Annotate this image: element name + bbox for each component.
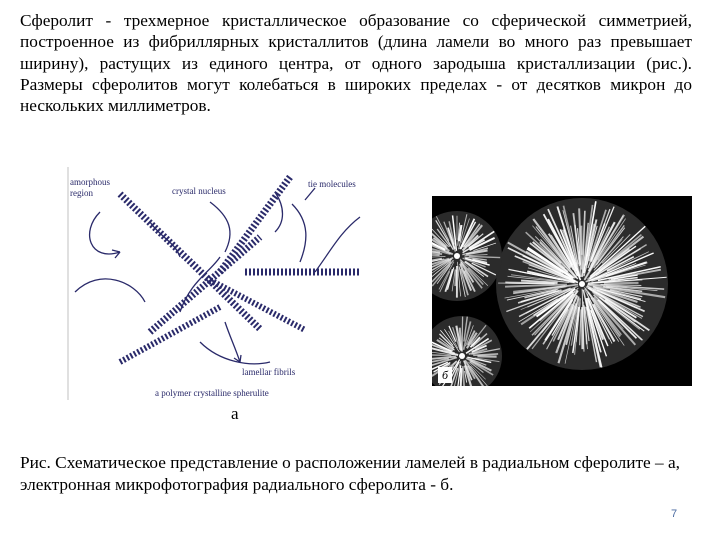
spherulite-rays [432, 211, 502, 301]
amorphous-label: amorphous [70, 177, 110, 187]
figure-a-letter: а [231, 404, 239, 423]
micrograph-image [432, 196, 692, 386]
schematic-title-label: a polymer crystalline spherulite [155, 388, 269, 398]
tie-molecules-label: tie molecules [308, 179, 356, 189]
spherulite-schematic [60, 162, 390, 402]
lamellar-fibrils-label: lamellar fibrils [242, 367, 296, 377]
spherulite-rays [496, 198, 668, 370]
page-number: 7 [671, 508, 678, 520]
spherulite-schematic-drawing [60, 162, 390, 402]
spherulite-micrograph [432, 196, 692, 386]
crystal-nucleus-label: crystal nucleus [172, 186, 226, 196]
body-paragraph: Сферолит - трехмерное кристаллическое образование со сферической симметрией, построенное из фибриллярных кристаллитов (длина ламели во много раз превышает ширину), растущих из единого центра, от одного зародыша кристаллизации (рис.). Размеры сферолитов могут колебаться в широких пределах - от десятков микрон до нескольких миллиметров. [20, 11, 692, 116]
region-label: region [70, 188, 93, 198]
figure-caption: Рис. Схематическое представление о расположении ламелей в радиальном сферолите – а, электронная микрофотография радиального сферолита - б. [20, 453, 680, 494]
figure-b-letter: б [438, 367, 452, 383]
